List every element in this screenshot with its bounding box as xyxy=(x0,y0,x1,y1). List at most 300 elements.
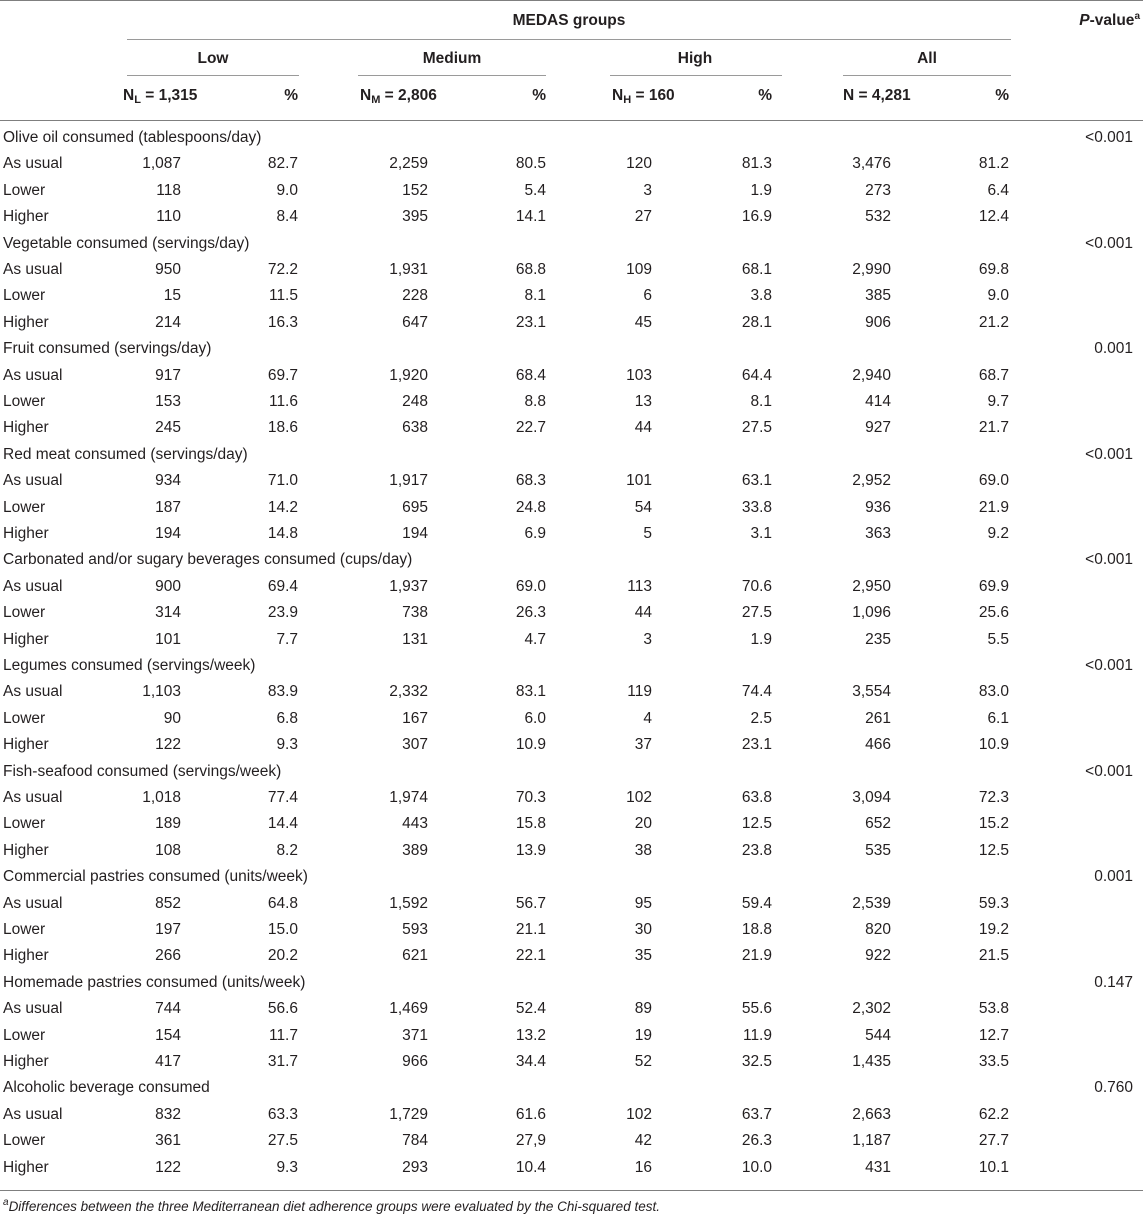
count-cell: 784 xyxy=(402,1132,428,1150)
count-cell: 102 xyxy=(626,789,652,806)
section-title: Carbonated and/or sugary beverages consumed (cups/day) xyxy=(3,551,413,569)
count-cell: 15 xyxy=(163,287,181,305)
row-label: Lower xyxy=(3,1026,46,1044)
group-label-medium: Medium xyxy=(422,50,482,67)
percent-cell: 71.0 xyxy=(267,472,298,490)
percent-cell: 70.3 xyxy=(515,789,546,806)
count-cell: 917 xyxy=(155,366,181,384)
percent-cell: 5.4 xyxy=(524,181,546,199)
count-cell: 3 xyxy=(643,181,652,199)
count-cell: 120 xyxy=(626,155,652,173)
percent-cell: 74.4 xyxy=(741,683,772,701)
percent-cell: 23.9 xyxy=(267,604,298,622)
count-cell: 431 xyxy=(865,1158,891,1176)
section-title: Fish-seafood consumed (servings/week) xyxy=(3,762,282,780)
row-label: As usual xyxy=(3,1105,63,1123)
percent-cell: 59.4 xyxy=(741,894,772,912)
percent-cell: 26.3 xyxy=(515,604,546,622)
count-cell: 934 xyxy=(155,472,181,490)
count-cell: 906 xyxy=(865,313,891,331)
section-title: Fruit consumed (servings/day) xyxy=(3,340,212,358)
count-cell: 19 xyxy=(634,1026,652,1044)
percent-cell: 3.8 xyxy=(750,287,772,305)
percent-cell: 21.9 xyxy=(741,947,772,965)
percent-cell: 10.1 xyxy=(978,1158,1009,1176)
section-pvalue: 0.001 xyxy=(1094,868,1133,886)
group-label-all: All xyxy=(917,50,937,67)
percent-cell: 68.1 xyxy=(741,261,772,278)
percent-cell: 27.7 xyxy=(978,1132,1009,1150)
percent-cell: 69.9 xyxy=(978,577,1009,595)
percent-cell: 33.5 xyxy=(978,1053,1009,1070)
count-cell: 314 xyxy=(155,604,181,622)
section-pvalue: <0.001 xyxy=(1085,129,1133,146)
percent-cell: 61.6 xyxy=(515,1105,546,1123)
percent-cell: 68.7 xyxy=(978,366,1009,384)
section-pvalue: 0.001 xyxy=(1094,340,1133,358)
count-cell: 101 xyxy=(155,630,181,648)
count-cell: 417 xyxy=(155,1053,181,1070)
percent-cell: 63.8 xyxy=(741,789,772,806)
percent-cell: 22.7 xyxy=(515,419,546,437)
percent-cell: 10.4 xyxy=(515,1158,546,1176)
percent-cell: 20.2 xyxy=(267,947,298,965)
group-pct-header-all: % xyxy=(995,87,1009,104)
percent-cell: 11.7 xyxy=(268,1026,298,1044)
count-cell: 194 xyxy=(402,525,428,542)
row-label: Higher xyxy=(3,419,49,437)
section-pvalue: 0.760 xyxy=(1094,1079,1133,1097)
section-title: Legumes consumed (servings/week) xyxy=(3,657,256,674)
percent-cell: 9.3 xyxy=(276,1158,298,1176)
percent-cell: 27.5 xyxy=(267,1132,298,1150)
count-cell: 3 xyxy=(643,630,652,648)
percent-cell: 52.4 xyxy=(515,1000,546,1018)
row-label: Higher xyxy=(3,1158,49,1176)
count-cell: 2,539 xyxy=(852,894,891,912)
count-cell: 443 xyxy=(402,815,428,833)
percent-cell: 12.5 xyxy=(741,815,772,833)
count-cell: 966 xyxy=(402,1053,428,1070)
row-label: As usual xyxy=(3,577,63,595)
percent-cell: 21.5 xyxy=(978,947,1009,965)
percent-cell: 16.9 xyxy=(741,208,772,226)
group-n-medium: $N_M = 2,806$ xyxy=(360,87,437,106)
percent-cell: 12.7 xyxy=(978,1026,1009,1044)
percent-cell: 18.8 xyxy=(741,921,772,938)
percent-cell: 63.1 xyxy=(741,472,772,490)
percent-cell: 5.5 xyxy=(987,630,1009,648)
row-label: Higher xyxy=(3,313,49,331)
percent-cell: 32.5 xyxy=(741,1053,772,1070)
group-pct-header-medium: % xyxy=(532,87,546,104)
count-cell: 922 xyxy=(865,947,891,965)
count-cell: 307 xyxy=(402,736,428,754)
percent-cell: 6.4 xyxy=(987,181,1009,199)
percent-cell: 13.9 xyxy=(515,841,546,859)
percent-cell: 56.7 xyxy=(515,894,546,912)
percent-cell: 4.7 xyxy=(524,630,546,648)
pvalue-heading: P-value$^a$ xyxy=(1079,11,1140,29)
row-label: As usual xyxy=(3,155,63,173)
count-cell: 936 xyxy=(865,498,891,516)
count-cell: 38 xyxy=(634,841,652,859)
percent-cell: 14.1 xyxy=(515,208,546,226)
percent-cell: 68.3 xyxy=(515,472,546,490)
count-cell: 44 xyxy=(634,604,652,622)
percent-cell: 8.1 xyxy=(750,393,772,410)
count-cell: 621 xyxy=(402,947,428,965)
count-cell: 16 xyxy=(634,1158,652,1176)
row-label: As usual xyxy=(3,472,63,490)
percent-cell: 11.6 xyxy=(268,393,298,410)
header-bottom-rule xyxy=(0,120,1143,121)
percent-cell: 23.1 xyxy=(741,736,772,754)
count-cell: 361 xyxy=(155,1132,181,1150)
count-cell: 52 xyxy=(634,1053,652,1070)
percent-cell: 34.4 xyxy=(515,1053,546,1070)
count-cell: 119 xyxy=(627,683,652,701)
count-cell: 1,937 xyxy=(389,577,428,595)
percent-cell: 55.6 xyxy=(741,1000,772,1018)
count-cell: 1,018 xyxy=(142,789,181,806)
count-cell: 153 xyxy=(155,393,181,410)
percent-cell: 72.3 xyxy=(978,789,1009,806)
percent-cell: 2.5 xyxy=(750,709,772,727)
percent-cell: 19.2 xyxy=(978,921,1009,938)
section-pvalue: <0.001 xyxy=(1085,234,1133,252)
count-cell: 371 xyxy=(402,1026,428,1044)
row-label: As usual xyxy=(3,683,63,701)
count-cell: 2,940 xyxy=(852,366,891,384)
row-label: Lower xyxy=(3,393,46,410)
count-cell: 248 xyxy=(402,393,428,410)
count-cell: 852 xyxy=(155,894,181,912)
footnote: $^a$Differences between the three Mediterranean diet adherence groups were evaluated by the Chi-squared test. xyxy=(3,1197,660,1214)
count-cell: 1,920 xyxy=(389,366,428,384)
section-pvalue: 0.147 xyxy=(1094,973,1133,991)
high-underline xyxy=(610,75,782,76)
count-cell: 1,729 xyxy=(389,1105,428,1123)
count-cell: 414 xyxy=(865,393,891,410)
percent-cell: 77.4 xyxy=(267,789,298,806)
section-title: Homemade pastries consumed (units/week) xyxy=(3,973,306,991)
count-cell: 95 xyxy=(634,894,652,912)
count-cell: 744 xyxy=(155,1000,181,1018)
count-cell: 2,332 xyxy=(389,683,428,701)
percent-cell: 27.5 xyxy=(741,604,772,622)
percent-cell: 3.1 xyxy=(750,525,772,542)
percent-cell: 69.8 xyxy=(978,261,1009,278)
section-title: Red meat consumed (servings/day) xyxy=(3,445,248,463)
percent-cell: 33.8 xyxy=(741,498,772,516)
row-label: As usual xyxy=(3,894,63,912)
group-pct-header-low: % xyxy=(284,87,298,104)
percent-cell: 82.7 xyxy=(267,155,298,173)
percent-cell: 18.6 xyxy=(267,419,298,437)
group-n-low: $N_L = 1,315$ xyxy=(123,87,198,106)
count-cell: 638 xyxy=(402,419,428,437)
count-cell: 13 xyxy=(634,393,652,410)
count-cell: 266 xyxy=(155,947,181,965)
percent-cell: 6.0 xyxy=(524,709,546,727)
percent-cell: 16.3 xyxy=(267,313,298,331)
percent-cell: 63.3 xyxy=(267,1105,298,1123)
group-n-all: N = 4,281 xyxy=(843,87,911,104)
count-cell: 544 xyxy=(865,1026,891,1044)
percent-cell: 68.8 xyxy=(515,261,546,278)
percent-cell: 15.8 xyxy=(515,815,546,833)
percent-cell: 6.8 xyxy=(276,709,298,727)
percent-cell: 9.7 xyxy=(987,393,1009,410)
section-pvalue: <0.001 xyxy=(1085,551,1133,569)
percent-cell: 21.2 xyxy=(978,313,1009,331)
count-cell: 194 xyxy=(155,525,181,542)
count-cell: 927 xyxy=(865,419,891,437)
percent-cell: 8.2 xyxy=(276,841,298,859)
count-cell: 167 xyxy=(402,709,428,727)
percent-cell: 9.2 xyxy=(987,525,1009,542)
count-cell: 108 xyxy=(155,841,181,859)
percent-cell: 15.0 xyxy=(267,921,298,938)
count-cell: 1,103 xyxy=(142,683,181,701)
percent-cell: 8.4 xyxy=(276,208,298,226)
percent-cell: 83.1 xyxy=(515,683,546,701)
section-pvalue: <0.001 xyxy=(1085,762,1133,780)
row-label: As usual xyxy=(3,261,63,278)
medium-underline xyxy=(358,75,546,76)
count-cell: 189 xyxy=(155,815,181,833)
row-label: Lower xyxy=(3,287,46,305)
row-label: Lower xyxy=(3,815,46,833)
all-underline xyxy=(843,75,1011,76)
section-title: Vegetable consumed (servings/day) xyxy=(3,234,250,252)
group-n-high: $N_H = 160$ xyxy=(612,87,675,106)
count-cell: 738 xyxy=(402,604,428,622)
percent-cell: 22.1 xyxy=(515,947,546,965)
count-cell: 363 xyxy=(865,525,891,542)
row-label: Lower xyxy=(3,181,46,199)
count-cell: 37 xyxy=(634,736,652,754)
percent-cell: 12.5 xyxy=(978,841,1009,859)
group-pct-header-high: % xyxy=(758,87,772,104)
count-cell: 1,087 xyxy=(142,155,181,173)
percent-cell: 64.8 xyxy=(267,894,298,912)
row-label: Lower xyxy=(3,1132,46,1150)
count-cell: 3,554 xyxy=(852,683,891,701)
section-pvalue: <0.001 xyxy=(1085,657,1133,674)
count-cell: 152 xyxy=(402,181,428,199)
count-cell: 1,592 xyxy=(389,894,428,912)
table-bottom-rule xyxy=(0,1190,1143,1191)
row-label: Higher xyxy=(3,525,49,542)
row-label: Higher xyxy=(3,630,49,648)
count-cell: 652 xyxy=(865,815,891,833)
percent-cell: 9.0 xyxy=(276,181,298,199)
count-cell: 45 xyxy=(634,313,652,331)
count-cell: 245 xyxy=(155,419,181,437)
count-cell: 197 xyxy=(155,921,181,938)
count-cell: 273 xyxy=(865,181,891,199)
count-cell: 900 xyxy=(155,577,181,595)
group-label-high: High xyxy=(677,50,713,67)
percent-cell: 27.5 xyxy=(741,419,772,437)
count-cell: 109 xyxy=(626,261,652,278)
percent-cell: 81.2 xyxy=(978,155,1009,173)
count-cell: 35 xyxy=(634,947,652,965)
group-label-low: Low xyxy=(197,50,229,67)
count-cell: 6 xyxy=(643,287,652,305)
count-cell: 1,974 xyxy=(389,789,428,806)
count-cell: 5 xyxy=(643,525,652,542)
count-cell: 27 xyxy=(634,208,652,226)
percent-cell: 81.3 xyxy=(741,155,772,173)
row-label: Higher xyxy=(3,1053,49,1070)
low-underline xyxy=(127,75,299,76)
percent-cell: 13.2 xyxy=(515,1026,546,1044)
count-cell: 3,476 xyxy=(852,155,891,173)
percent-cell: 64.4 xyxy=(741,366,772,384)
count-cell: 832 xyxy=(155,1105,181,1123)
row-label: Lower xyxy=(3,709,46,727)
percent-cell: 6.9 xyxy=(524,525,546,542)
percent-cell: 26.3 xyxy=(741,1132,772,1150)
percent-cell: 12.4 xyxy=(978,208,1009,226)
percent-cell: 21.7 xyxy=(978,419,1009,437)
percent-cell: 1.9 xyxy=(750,181,772,199)
percent-cell: 24.8 xyxy=(515,498,546,516)
top-rule xyxy=(0,0,1143,1)
count-cell: 228 xyxy=(402,287,428,305)
count-cell: 131 xyxy=(402,630,428,648)
count-cell: 1,917 xyxy=(389,472,428,490)
row-label: Higher xyxy=(3,947,49,965)
count-cell: 2,663 xyxy=(852,1105,891,1123)
percent-cell: 11.5 xyxy=(268,287,298,305)
section-pvalue: <0.001 xyxy=(1085,445,1133,463)
percent-cell: 80.5 xyxy=(515,155,546,173)
count-cell: 532 xyxy=(865,208,891,226)
percent-cell: 7.7 xyxy=(276,630,298,648)
count-cell: 2,950 xyxy=(852,577,891,595)
count-cell: 2,259 xyxy=(389,155,428,173)
count-cell: 90 xyxy=(163,709,181,727)
count-cell: 1,096 xyxy=(852,604,891,622)
row-label: As usual xyxy=(3,366,63,384)
count-cell: 154 xyxy=(155,1026,181,1044)
count-cell: 950 xyxy=(155,261,181,278)
percent-cell: 83.0 xyxy=(978,683,1009,701)
percent-cell: 8.1 xyxy=(524,287,546,305)
section-title: Commercial pastries consumed (units/week) xyxy=(3,868,308,886)
row-label: As usual xyxy=(3,789,63,806)
percent-cell: 14.2 xyxy=(267,498,298,516)
count-cell: 1,187 xyxy=(852,1132,891,1150)
percent-cell: 9.3 xyxy=(276,736,298,754)
percent-cell: 23.1 xyxy=(515,313,546,331)
count-cell: 235 xyxy=(865,630,891,648)
percent-cell: 62.2 xyxy=(978,1105,1009,1123)
count-cell: 30 xyxy=(634,921,652,938)
count-cell: 2,990 xyxy=(852,261,891,278)
medas-groups-heading: MEDAS groups xyxy=(512,12,626,29)
percent-cell: 8.8 xyxy=(524,393,546,410)
percent-cell: 6.1 xyxy=(987,709,1009,727)
count-cell: 4 xyxy=(643,709,652,727)
row-label: Higher xyxy=(3,841,49,859)
percent-cell: 72.2 xyxy=(267,261,298,278)
percent-cell: 69.0 xyxy=(515,577,546,595)
percent-cell: 56.6 xyxy=(267,1000,298,1018)
percent-cell: 9.0 xyxy=(987,287,1009,305)
count-cell: 389 xyxy=(402,841,428,859)
percent-cell: 23.8 xyxy=(741,841,772,859)
percent-cell: 28.1 xyxy=(741,313,772,331)
percent-cell: 31.7 xyxy=(267,1053,298,1070)
percent-cell: 14.8 xyxy=(267,525,298,542)
count-cell: 261 xyxy=(865,709,891,727)
percent-cell: 68.4 xyxy=(515,366,546,384)
percent-cell: 14.4 xyxy=(267,815,298,833)
row-label: Lower xyxy=(3,498,46,516)
count-cell: 20 xyxy=(634,815,652,833)
count-cell: 647 xyxy=(402,313,428,331)
percent-cell: 15.2 xyxy=(978,815,1009,833)
percent-cell: 25.6 xyxy=(978,604,1009,622)
count-cell: 103 xyxy=(626,366,652,384)
count-cell: 187 xyxy=(155,498,181,516)
row-label: As usual xyxy=(3,1000,63,1018)
count-cell: 3,094 xyxy=(852,789,891,806)
count-cell: 466 xyxy=(865,736,891,754)
percent-cell: 1.9 xyxy=(750,630,772,648)
percent-cell: 21.1 xyxy=(515,921,546,938)
count-cell: 2,952 xyxy=(852,472,891,490)
row-label: Lower xyxy=(3,604,46,622)
count-cell: 214 xyxy=(155,313,181,331)
count-cell: 385 xyxy=(865,287,891,305)
count-cell: 54 xyxy=(634,498,652,516)
count-cell: 89 xyxy=(634,1000,652,1018)
count-cell: 2,302 xyxy=(852,1000,891,1018)
percent-cell: 21.9 xyxy=(978,498,1009,516)
percent-cell: 53.8 xyxy=(978,1000,1009,1018)
count-cell: 293 xyxy=(402,1158,428,1176)
section-title: Olive oil consumed (tablespoons/day) xyxy=(3,129,262,146)
count-cell: 1,469 xyxy=(389,1000,428,1018)
count-cell: 122 xyxy=(155,736,181,754)
percent-cell: 69.7 xyxy=(267,366,298,384)
count-cell: 44 xyxy=(634,419,652,437)
count-cell: 42 xyxy=(634,1132,652,1150)
row-label: Higher xyxy=(3,736,49,754)
percent-cell: 11.9 xyxy=(742,1026,772,1044)
count-cell: 535 xyxy=(865,841,891,859)
row-label: Lower xyxy=(3,921,46,938)
count-cell: 1,931 xyxy=(389,261,428,278)
count-cell: 1,435 xyxy=(852,1053,891,1070)
count-cell: 101 xyxy=(626,472,652,490)
percent-cell: 63.7 xyxy=(741,1105,772,1123)
percent-cell: 10.9 xyxy=(978,736,1009,754)
row-label: Higher xyxy=(3,208,49,226)
percent-cell: 59.3 xyxy=(978,894,1009,912)
count-cell: 113 xyxy=(627,577,652,595)
percent-cell: 83.9 xyxy=(267,683,298,701)
percent-cell: 10.0 xyxy=(741,1158,772,1176)
count-cell: 118 xyxy=(156,181,181,199)
section-title: Alcoholic beverage consumed xyxy=(3,1079,210,1097)
